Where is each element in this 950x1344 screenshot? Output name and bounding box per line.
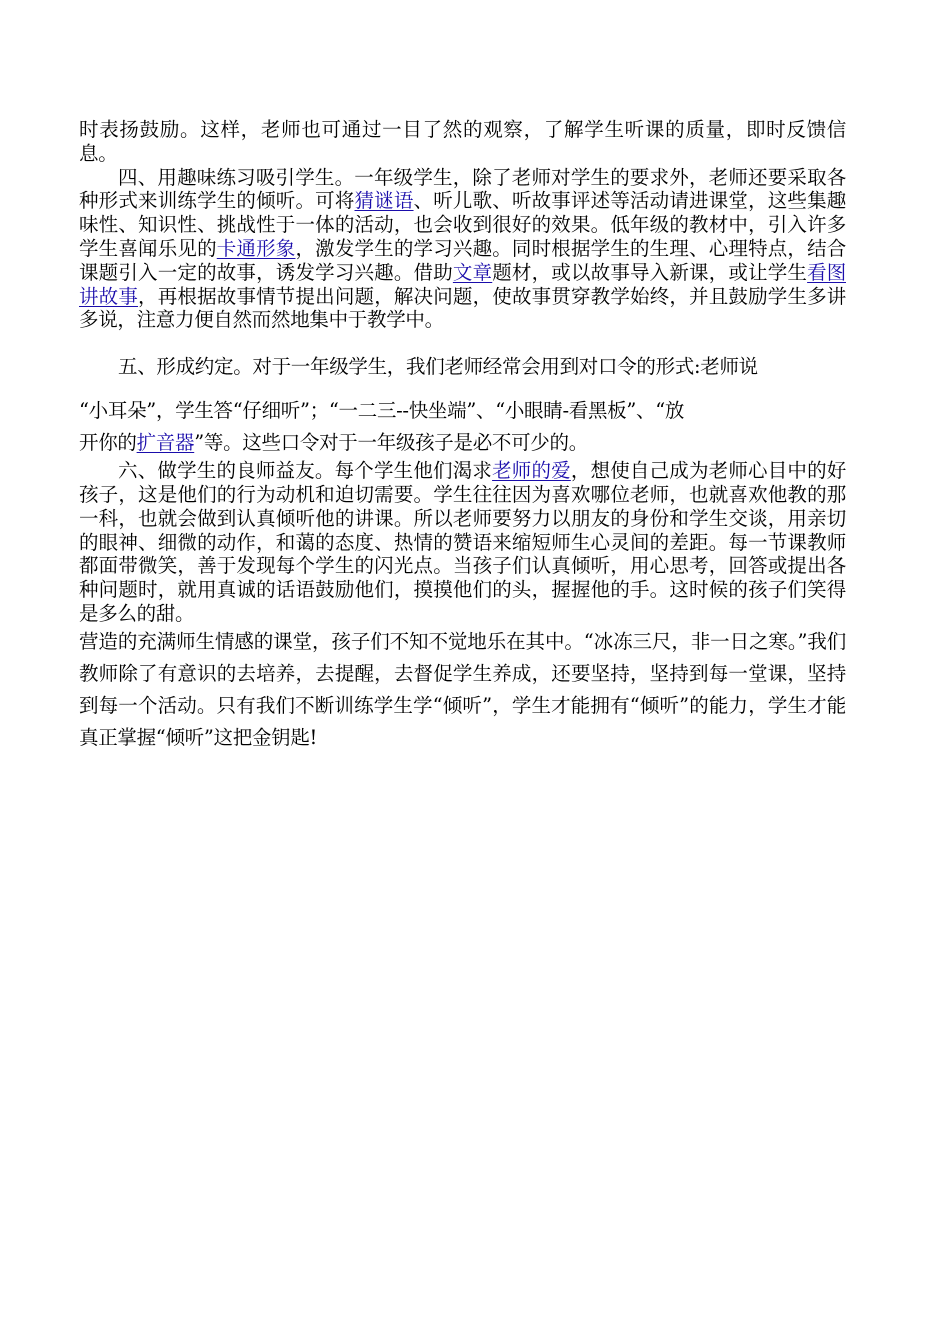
link-cartoon-images[interactable]: 卡通形象 [216, 236, 296, 260]
paragraph-mentor [79, 459, 846, 626]
link-articles[interactable]: 文章 [452, 260, 493, 284]
paragraph-conclusion-text: 营造的充满师生情感的课堂，孩子们不知不觉地乐在其中。“冰冻三尺，非一日之寒。”我们教师除了有意识的去培养，去提醒，去督促学生养成，还要坚持，坚持到每一堂课，坚持到每一个活动。只有我们不断训练学生学“倾听”，学生才能拥有“倾听”的能力，学生才能真正掌握“倾听”这把金钥匙! [79, 629, 846, 749]
agreements-line-3-text-1: 开你的 [79, 431, 137, 455]
link-teachers-love[interactable]: 老师的爱 [492, 459, 571, 483]
paragraph-fun-text-2: 、听儿歌、听故事评述等活动请进课堂，这些集趣味性、知识性、挑战性于一体的活动，也会收到很好的效果。低年级的教材中，引入许多学生喜闻乐见的 [79, 189, 846, 260]
paragraph-conclusion [79, 626, 846, 754]
paragraph-fun-text-1: 四、用趣味练习吸引学生。一年级学生，除了老师对学生的要求外，老师还要采取各种形式来训练学生的倾听。可将 [79, 165, 846, 213]
paragraph-mentor-text-1: 六、做学生的良师益友。每个学生他们渴求 [118, 459, 493, 483]
agreements-line-2: “小耳朵”，学生答“仔细听”；“一二三--快坐端”、“小眼睛-看黑板”、“放 [79, 399, 685, 423]
link-loudspeaker[interactable]: 扩音器 [136, 431, 195, 455]
paragraph-feedback [79, 118, 846, 166]
agreements-line-3 [79, 427, 846, 459]
paragraph-mentor-text-2: ，想使自己成为老师心目中的好孩子，这是他们的行为动机和迫切需要。学生往往因为喜欢哪位老师，也就喜欢他教的那一科，也就会做到认真倾听他的讲课。所以老师要努力以朋友的身份和学生交谈，用亲切的眼神、细微的动作，和蔼的态度、热情的赞语来缩短师生心灵间的差距。每一节课教师都面带微笑，善于发现每个学生的闪光点。当孩子们认真倾听，用心思考，回答或提出各种问题时，就用真诚的话语鼓励他们，摸摸他们的头，握握他的手。这时候的孩子们笑得是多么的甜。 [79, 459, 846, 625]
paragraph-fun-text-3: ，激发学生的学习兴趣。同时根据学生的生理、心理特点，结合课题引入一定的故事，诱发学习兴趣。借助 [79, 236, 846, 284]
paragraph-agreements [79, 351, 846, 459]
link-picture-storytelling[interactable]: 看图讲故事 [79, 260, 846, 308]
paragraph-fun-text-5: ，再根据故事情节提出问题，解决问题，使故事贯穿教学始终，并且鼓励学生多讲多说，注意力便自然而然地集中于教学中。 [79, 284, 846, 332]
paragraph-feedback-text: 时表扬鼓励。这样，老师也可通过一目了然的观察，了解学生听课的质量，即时反馈信息。 [79, 118, 846, 165]
link-riddles[interactable]: 猜谜语 [354, 189, 414, 213]
agreements-line-3-text-2: ”等。这些口令对于一年级孩子是必不可少的。 [194, 431, 588, 455]
paragraph-fun-exercises [79, 166, 846, 333]
paragraph-fun-text-4: 题材，或以故事导入新课，或让学生 [492, 260, 808, 284]
agreements-line-1: 五、形成约定。对于一年级学生，我们老师经常会用到对口令的形式:老师说 [118, 355, 758, 379]
